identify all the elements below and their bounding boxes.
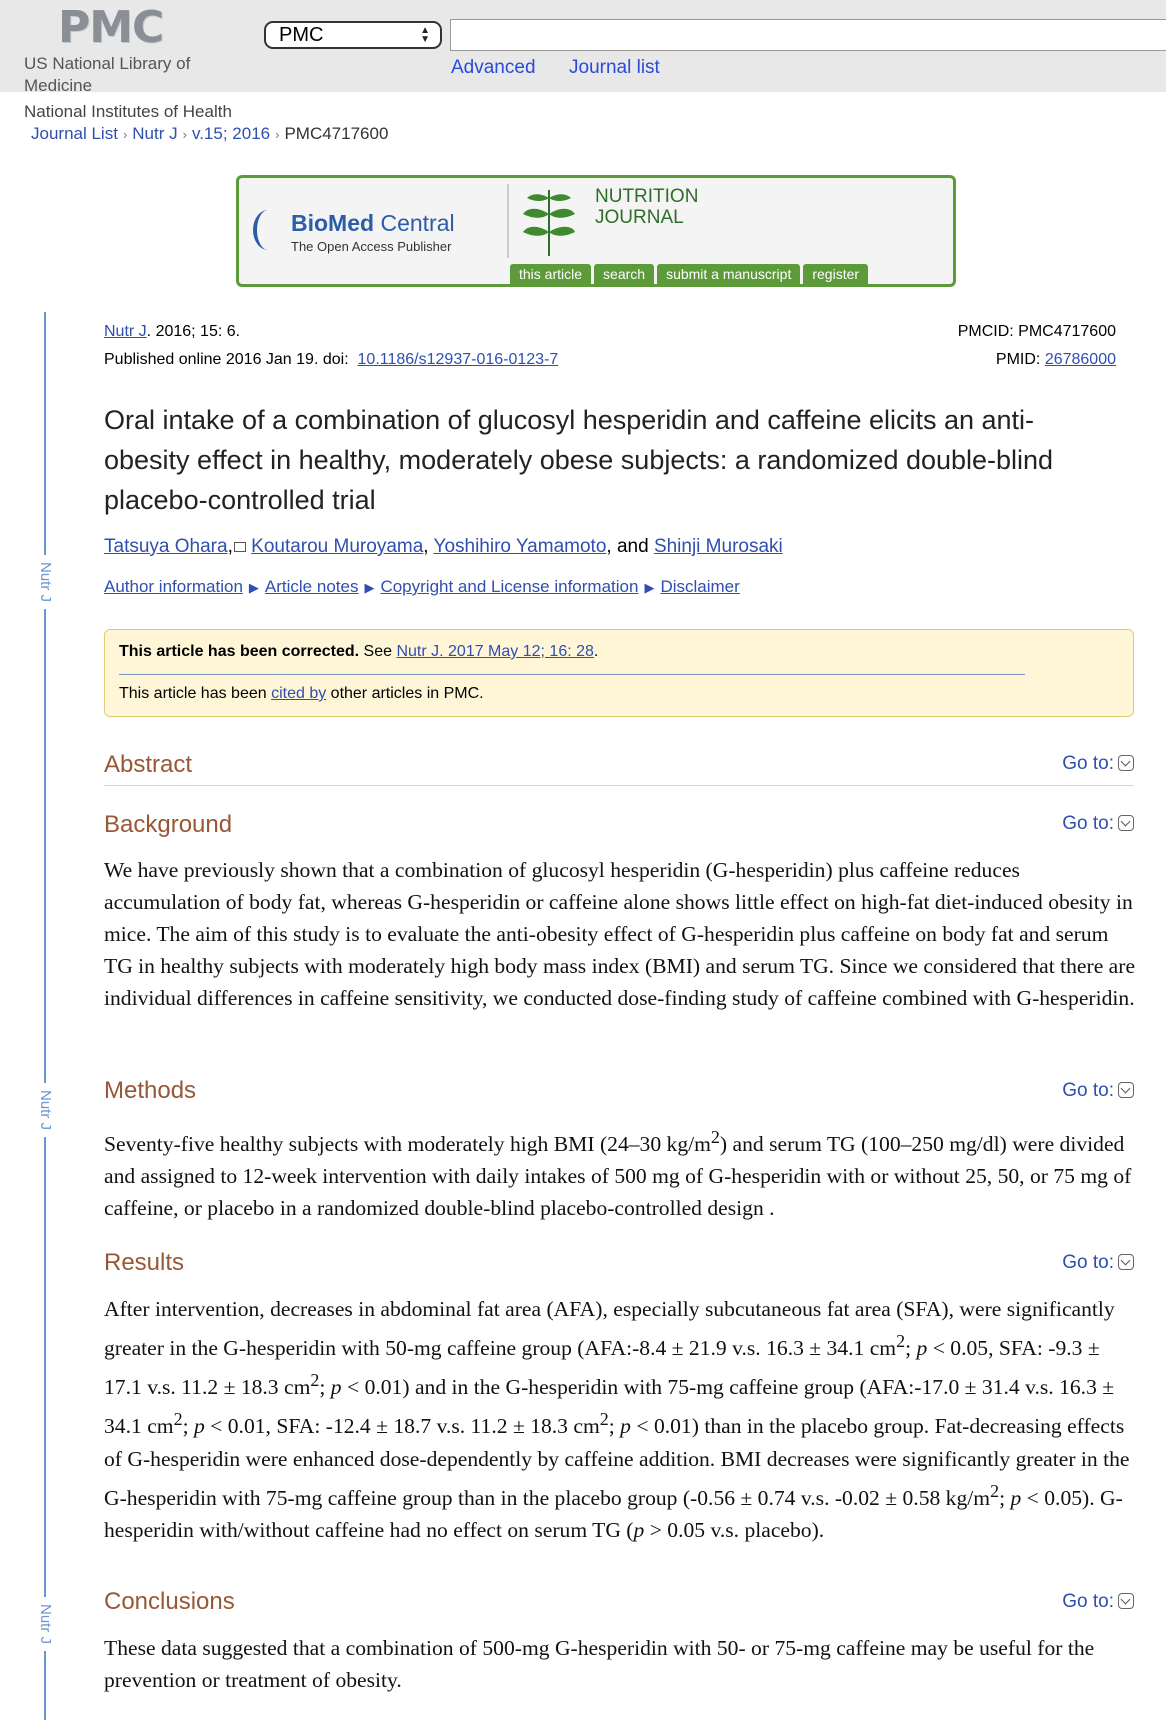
- bmc-name-rest: Central: [374, 210, 455, 236]
- superscript: 2: [896, 1331, 906, 1351]
- cited-by-line: [119, 685, 484, 703]
- banner-tab-this-article[interactable]: this article: [510, 264, 591, 284]
- superscript: 2: [710, 1127, 720, 1147]
- breadcrumb-current: PMC4717600: [284, 124, 389, 143]
- journal-list-link[interactable]: Journal list: [569, 57, 660, 78]
- article-ids: [958, 318, 1116, 374]
- author-link[interactable]: Tatsuya Ohara: [104, 536, 228, 557]
- expand-triangle-icon[interactable]: ▶: [644, 580, 655, 595]
- superscript: 2: [173, 1409, 183, 1430]
- correction-see: See: [359, 643, 397, 660]
- side-journal-label[interactable]: [32, 555, 58, 609]
- goto-label: Go to:: [1062, 813, 1114, 834]
- goto-label: Go to:: [1062, 1080, 1114, 1101]
- banner-tab-search[interactable]: search: [594, 264, 654, 284]
- results-part: ;: [182, 1414, 194, 1439]
- superscript: 2: [599, 1409, 609, 1430]
- nlm-name-line1[interactable]: US National Library of: [24, 54, 191, 73]
- banner-tabs: [510, 264, 871, 284]
- bmc-name: [291, 210, 455, 237]
- p-value-symbol: p: [1010, 1485, 1022, 1510]
- results-part: < 0.01) than in the placebo group. Fat-decreasing effects of G-hesperidin were enhanced dose-dependently by caffeine addition. BMI decreases were significantly greater in the G-hesperidin with 75-mg caffeine group than in the placebo group (-0.56 ± 0.74 v.s. -0.02 ± 0.58 kg/m: [104, 1414, 1130, 1510]
- results-part: ;: [608, 1414, 621, 1439]
- copyright-link[interactable]: Copyright and License information: [380, 577, 639, 596]
- methods-text: [104, 1121, 1139, 1224]
- breadcrumb: [31, 124, 388, 144]
- journal-link[interactable]: Nutr J: [104, 323, 147, 340]
- nj-title-line1: NUTRITION: [595, 186, 699, 207]
- author-link[interactable]: Koutarou Muroyama: [251, 536, 424, 557]
- chevron-down-icon: [1118, 1593, 1134, 1609]
- cited-prefix: This article has been: [119, 685, 272, 702]
- banner-tab-register[interactable]: register: [803, 264, 868, 284]
- article-title: Oral intake of a combination of glucosyl hesperidin and caffeine elicits an anti-obesity effect in healthy, moderately obese subjects: a randomized double-blind placebo-controlled trial: [104, 405, 1054, 515]
- author-separator: ,: [227, 536, 233, 557]
- chevron-down-icon: [1118, 1254, 1134, 1270]
- p-value-symbol: p: [620, 1414, 631, 1439]
- breadcrumb-separator: ›: [122, 127, 128, 142]
- journal-banner[interactable]: [236, 175, 956, 287]
- side-journal-label[interactable]: [32, 1083, 58, 1137]
- breadcrumb-journal-list[interactable]: Journal List: [31, 124, 118, 143]
- pmcid: PMCID: PMC4717600: [957, 323, 1116, 340]
- p-value-symbol: p: [916, 1336, 928, 1361]
- chevron-down-icon: [1118, 1082, 1134, 1098]
- banner-divider: [507, 184, 509, 258]
- results-text: [104, 1293, 1139, 1546]
- database-select[interactable]: [264, 21, 442, 49]
- article-info-links: [104, 577, 740, 597]
- correction-period: .: [593, 643, 599, 660]
- published-online: Published online 2016 Jan 19. doi:: [104, 351, 349, 368]
- results-part: ;: [999, 1485, 1011, 1510]
- bmc-tagline: The Open Access Publisher: [291, 239, 452, 254]
- side-journal-label-text: Nutr J: [37, 1603, 54, 1644]
- results-part: ;: [319, 1375, 331, 1400]
- results-part: < 0.05, SFA: -9.3 ± 17.1 v.s. 11.2 ± 18.3 cm: [104, 1336, 1100, 1400]
- nlm-name-line2[interactable]: Medicine: [24, 76, 93, 95]
- advanced-search-link[interactable]: Advanced: [451, 57, 536, 78]
- correction-line: [119, 643, 598, 661]
- results-part: After intervention, decreases in abdominal fat area (AFA), especially subcutaneous fat area (SFA), were significantly greater in the G-hesperidin with 50-mg caffeine group (AFA:-8.4 ± 21.9 v.s. 16.3 ± 34.1 cm: [104, 1297, 1115, 1361]
- plant-icon: [521, 186, 577, 258]
- side-journal-label[interactable]: [32, 1597, 58, 1651]
- goto-label: Go to:: [1062, 753, 1114, 774]
- author-link[interactable]: Yoshihiro Yamamoto: [433, 536, 607, 557]
- nlm-name[interactable]: [24, 53, 224, 97]
- pmc-logo[interactable]: PMC: [58, 2, 164, 53]
- breadcrumb-separator: ›: [275, 127, 280, 142]
- goto-label: Go to:: [1062, 1252, 1114, 1273]
- conclusions-text: These data suggested that a combination of 500-mg G-hesperidin with 50- or 75-mg caffeine may be useful for the prevention or treatment of obesity.: [104, 1636, 1095, 1692]
- superscript: 2: [990, 1480, 1000, 1501]
- expand-triangle-icon[interactable]: ▶: [364, 580, 375, 595]
- conclusions-heading: Conclusions: [104, 1588, 235, 1615]
- methods-text-a: Seventy-five healthy subjects with moderately high BMI (24–30 kg/m: [104, 1132, 711, 1157]
- disclaimer-link[interactable]: Disclaimer: [660, 577, 740, 596]
- author-list: [104, 536, 783, 558]
- bmc-circle-icon: [253, 210, 283, 250]
- mail-icon[interactable]: [234, 542, 246, 552]
- methods-heading: Methods: [104, 1077, 197, 1104]
- results-part: < 0.05). G-hesperidin with/without caffeine had no effect on serum TG (: [104, 1485, 1123, 1542]
- results-part: ;: [905, 1336, 917, 1361]
- methods-text-b: ) and serum TG (100–250 mg/dl) were divided and assigned to 12-week intervention with daily intakes of 500 mg of G-hesperidin with or without 25, 50, or 75 mg of caffeine, or placebo in a randomized double-blind placebo-controlled design .: [104, 1132, 1132, 1221]
- biomed-central-logo[interactable]: [253, 206, 489, 266]
- goto-conclusions[interactable]: [1062, 1591, 1134, 1613]
- nutrition-journal-title: [595, 186, 698, 228]
- background-heading: Background: [104, 811, 233, 838]
- p-value-symbol: p: [633, 1517, 645, 1542]
- goto-label: Go to:: [1062, 1591, 1114, 1612]
- pmid-label: PMID:: [995, 351, 1041, 368]
- breadcrumb-volume[interactable]: v.15; 2016: [191, 124, 271, 143]
- expand-triangle-icon[interactable]: ▶: [248, 580, 259, 595]
- pmid-link[interactable]: 26786000: [1044, 351, 1116, 368]
- bmc-name-bold: BioMed: [291, 210, 375, 236]
- goto-results[interactable]: [1062, 1252, 1134, 1274]
- correction-bold: This article has been corrected.: [119, 643, 360, 660]
- superscript: 2: [310, 1370, 320, 1391]
- nj-title-line2: JOURNAL: [595, 207, 684, 228]
- author-link[interactable]: Shinji Murosaki: [653, 536, 783, 557]
- citation-volume: . 2016; 15: 6.: [146, 323, 241, 340]
- results-part: > 0.05 v.s. placebo).: [644, 1517, 825, 1542]
- goto-background[interactable]: [1062, 813, 1134, 835]
- p-value-symbol: p: [330, 1375, 342, 1400]
- doi-link[interactable]: 10.1186/s12937-016-0123-7: [357, 351, 559, 368]
- goto-abstract[interactable]: [1062, 753, 1134, 775]
- notice-divider: [119, 674, 1025, 675]
- correction-notice: [104, 629, 1134, 717]
- author-information-link[interactable]: Author information: [104, 577, 243, 596]
- correction-link[interactable]: Nutr J. 2017 May 12; 16: 28: [396, 643, 594, 660]
- abstract-heading: Abstract: [104, 751, 193, 778]
- database-select-value: PMC: [279, 24, 324, 46]
- chevron-down-icon: [1118, 815, 1134, 831]
- p-value-symbol: p: [193, 1414, 205, 1439]
- author-separator: ,: [423, 536, 434, 557]
- citation-block: [104, 318, 558, 374]
- goto-methods[interactable]: [1062, 1080, 1134, 1102]
- search-input[interactable]: [450, 19, 1166, 51]
- results-heading: Results: [104, 1249, 185, 1276]
- cited-by-link[interactable]: cited by: [271, 685, 327, 702]
- results-part: < 0.01, SFA: -12.4 ± 18.7 v.s. 11.2 ± 18.3 cm: [204, 1414, 600, 1439]
- side-journal-label-text: Nutr J: [37, 1089, 54, 1130]
- abstract-divider: [104, 785, 1134, 786]
- journal-side-strip: [44, 312, 46, 1720]
- results-part: < 0.01) and in the G-hesperidin with 75-mg caffeine group (AFA:-17.0 ± 31.4 v.s. 16.3 ± 34.1 cm: [104, 1375, 1115, 1439]
- side-journal-label-text: Nutr J: [37, 561, 54, 602]
- background-text: We have previously shown that a combination of glucosyl hesperidin (G-hesperidin) plus caffeine reduces accumulation of body fat, whereas G-hesperidin or caffeine alone shows little effect on high-fat diet-induced obesity in mice. The aim of this study is to evaluate the anti-obesity effect of G-hesperidin plus caffeine on body fat and serum TG in healthy subjects with moderately high body mass index (BMI) and serum TG. Since we considered that there are individual differences in caffeine sensitivity, we conducted dose-finding study of caffeine combined with G-hesperidin.: [104, 858, 1136, 1010]
- breadcrumb-journal[interactable]: Nutr J: [132, 124, 178, 143]
- author-separator: , and: [606, 536, 654, 557]
- select-arrows-icon: ▲ ▼: [420, 25, 430, 45]
- chevron-down-icon: [1118, 755, 1134, 771]
- top-header: [0, 0, 1166, 95]
- article-notes-link[interactable]: Article notes: [264, 577, 359, 596]
- nih-label: National Institutes of Health: [24, 102, 232, 121]
- cited-suffix: other articles in PMC.: [326, 685, 484, 702]
- breadcrumb-separator: ›: [182, 127, 187, 142]
- banner-tab-submit[interactable]: submit a manuscript: [657, 264, 800, 284]
